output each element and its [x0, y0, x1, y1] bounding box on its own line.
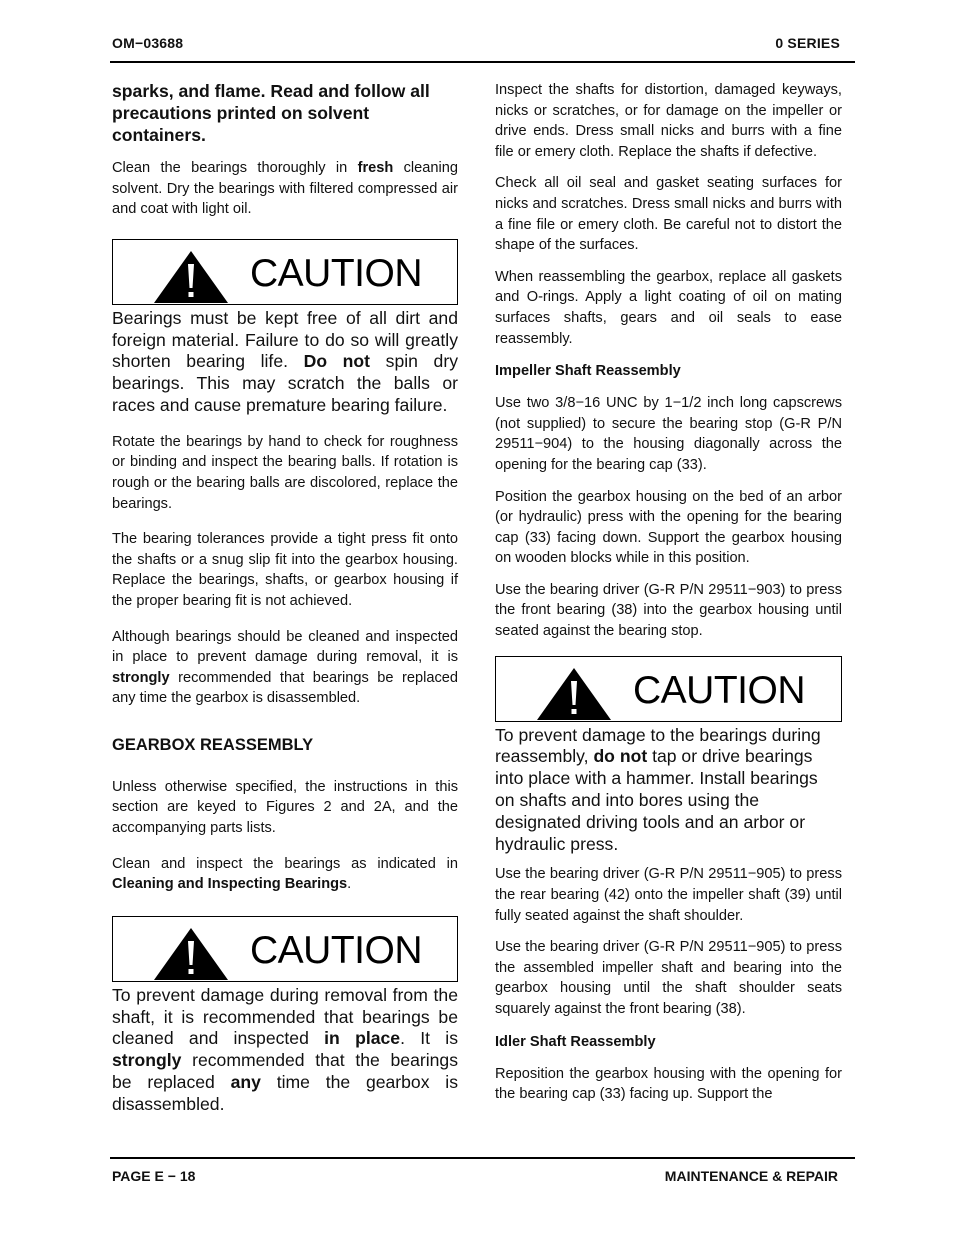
paragraph-use-two-capscrews: Use two 3/8−16 UNC by 1−1/2 inch long capscrews (not supplied) to secure the bearing stop (G-R P/N 29511−904) to the housing diagonally across the opening for the bearing cap (33). — [495, 395, 842, 473]
caution-box — [112, 239, 458, 305]
footer-rule — [110, 1157, 855, 1159]
heading-idler-shaft-reassembly: Idler Shaft Reassembly — [495, 1033, 656, 1050]
page-number: PAGE E − 18 — [112, 1168, 196, 1184]
document-id: OM−03688 — [112, 35, 184, 51]
paragraph-unless-specified: Unless otherwise specified, the instructions in this section are keyed to Figures 2 and 2A, and the accompanying parts lists. — [112, 778, 458, 837]
paragraph-clean-bearings: Clean the bearings thoroughly in fresh cleaning solvent. Dry the bearings with filtered compressed air and coat with light oil. — [112, 160, 458, 218]
paragraph-clean-inspect: Clean and inspect the bearings as indicated in Cleaning and Inspecting Bearings. — [112, 855, 458, 893]
right-column — [495, 80, 842, 1105]
warning-triangle-icon — [153, 927, 229, 981]
section-name: MAINTENANCE & REPAIR — [664, 1168, 838, 1184]
paragraph-position-housing: Position the gearbox housing on the bed of an arbor (or hydraulic) press with the opening for the bearing cap (33) facing down. Support the gearbox housing on wooden blocks while in this position. — [495, 488, 842, 567]
paragraph-bearing-driver-905-assembled: Use the bearing driver (G-R P/N 29511−905) to press the assembled impeller shaft and bearing into the gearbox housing until the shaft shoulder seats squarely against the front bearing (38). — [495, 939, 842, 1017]
paragraph-rotate-bearings: Rotate the bearings by hand to check for roughness or binding and inspect the bearing balls. If rotation is rough or the bearing balls are discolored, replace the bearings. — [112, 433, 458, 512]
paragraph-when-reassembling: When reassembling the gearbox, replace all gaskets and O-rings. Apply a light coating of oil on mating surfaces shafts, gears and oil seals to ease reassembly. — [495, 268, 842, 347]
caution-text-no-hammer: To prevent damage to the bearings during reassembly, do not tap or drive bearings into place with a hammer. Install bearings on shafts and into bores using the designated driving tools and an arbor or hydraulic press. — [495, 724, 821, 854]
paragraph-bearing-tolerances: The bearing tolerances provide a tight press fit onto the shafts or a snug slip fit into the gearbox housing. Replace the bearings, shafts, or gearbox housing if the proper bearing fit is not achieved. — [112, 531, 458, 609]
caution-box — [495, 656, 842, 722]
warning-continuation: sparks, and flame. Read and follow all precautions printed on solvent containers. — [112, 81, 430, 145]
caution-label: CAUTION — [250, 928, 422, 972]
caution-label: CAUTION — [633, 668, 805, 712]
caution-label: CAUTION — [250, 251, 422, 295]
warning-triangle-icon — [536, 667, 612, 721]
warning-triangle-icon — [153, 250, 229, 304]
heading-gearbox-reassembly: GEARBOX REASSEMBLY — [112, 735, 314, 754]
paragraph-reposition-housing: Reposition the gearbox housing with the opening for the bearing cap (33) facing up. Support the — [495, 1065, 842, 1103]
paragraph-check-seals: Check all oil seal and gasket seating surfaces for nicks and scratches. Dress small nicks and burrs with a fine file or emery cloth. Be careful not to distort the shape of the surfaces. — [495, 175, 842, 254]
caution-box — [112, 916, 458, 982]
header-rule — [110, 61, 855, 63]
paragraph-bearing-driver-903: Use the bearing driver (G-R P/N 29511−903) to press the front bearing (38) into the gearbox housing until seated against the bearing stop. — [495, 581, 842, 640]
series-label: 0 SERIES — [775, 35, 840, 51]
heading-impeller-shaft-reassembly: Impeller Shaft Reassembly — [495, 363, 681, 380]
paragraph-although: Although bearings should be cleaned and inspected in place to prevent damage during removal, it is strongly recommended that bearings be replaced any time the gearbox is disassembled. — [112, 628, 458, 707]
caution-text-bearings-clean: Bearings must be kept free of all dirt and foreign material. Failure to do so will greatly shorten bearing life. Do not spin dry bearings. This may scratch the balls or races and cause premature bearing failure. — [112, 307, 458, 415]
paragraph-inspect-shafts: Inspect the shafts for distortion, damaged keyways, nicks or scratches, or for damage on the impeller or drive ends. Dress small nicks and burrs with a fine file or emery cloth. Replace the shafts if defective. — [495, 82, 842, 160]
caution-text-removal: To prevent damage during removal from the shaft, it is recommended that bearings be cleaned and inspected in place. It is strongly recommended that the bearings be replaced any time the gearbox is disassembled. — [112, 984, 458, 1114]
left-column — [112, 80, 458, 1116]
paragraph-bearing-driver-905-rear: Use the bearing driver (G-R P/N 29511−905) to press the rear bearing (42) onto the impeller shaft (39) until fully seated against the shaft shoulder. — [495, 866, 842, 924]
